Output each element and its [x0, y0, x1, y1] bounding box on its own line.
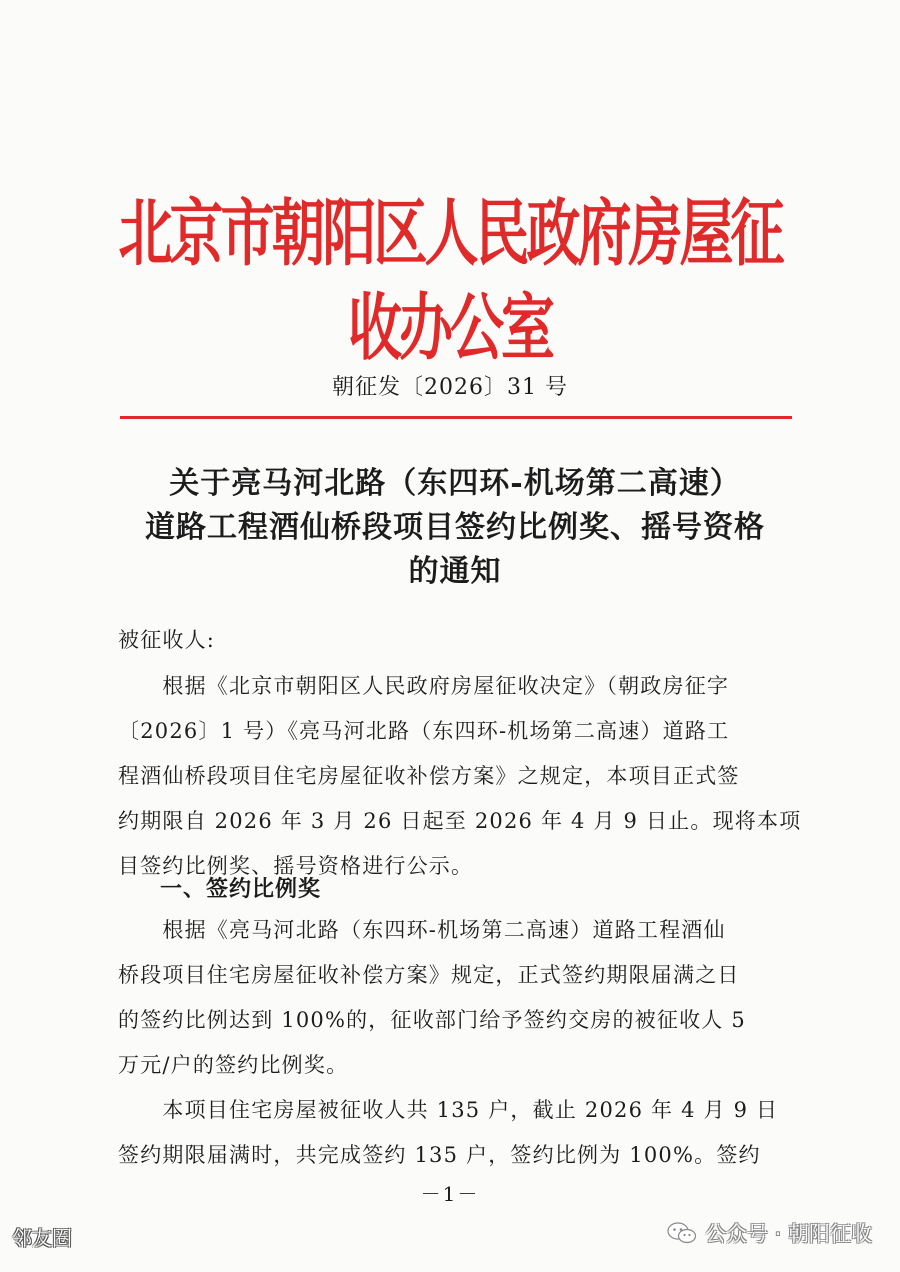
- paragraph-line: 万元/户的签约比例奖。: [118, 1053, 349, 1077]
- paragraph-line: 〔2026〕1 号）《亮马河北路（东四环-机场第二高速）道路工: [118, 719, 730, 743]
- watermark-right: [667, 1218, 872, 1248]
- paragraph-line: 约期限自 2026 年 3 月 26 日起至 2026 年 4 月 9 日止。现将本项: [118, 809, 802, 833]
- paragraph-line: 的签约比例达到 100%的，征收部门给予签约交房的被征收人 5: [118, 1008, 746, 1032]
- paragraph-1: [118, 664, 802, 889]
- watermark-right-text: 公众号 · 朝阳征收: [704, 1222, 872, 1246]
- notice-title-line: 道路工程酒仙桥段项目签约比例奖、摇号资格: [145, 510, 765, 545]
- wechat-icon: [667, 1221, 697, 1245]
- org-title: 北京市朝阳区人民政府房屋征收办公室: [118, 189, 782, 371]
- notice-title: [110, 462, 800, 594]
- doc-number: 朝征发〔2026〕31 号: [332, 375, 568, 400]
- section-heading: 一、签约比例奖: [160, 877, 322, 902]
- notice-title-line: 的通知: [408, 554, 502, 589]
- paragraph-line: 目签约比例奖、摇号资格进行公示。: [118, 854, 474, 878]
- notice-title-line: 关于亮马河北路（东四环-机场第二高速）: [169, 466, 741, 501]
- watermark-left: 邻友圈: [12, 1226, 72, 1250]
- paragraph-line: 根据《亮马河北路（东四环-机场第二高速）道路工程酒仙: [118, 918, 726, 942]
- paragraph-line: 程酒仙桥段项目住宅房屋征收补偿方案》之规定，本项目正式签: [118, 764, 740, 788]
- paragraph-2: [118, 908, 798, 1088]
- paragraph-line: 桥段项目住宅房屋征收补偿方案》规定，正式签约期限届满之日: [118, 963, 740, 987]
- paragraph-line: 根据《北京市朝阳区人民政府房屋征收决定》（朝政房征字: [118, 674, 730, 698]
- salutation-text: 被征收人:: [118, 628, 216, 652]
- paragraph-line: 签约期限届满时，共完成签约 135 户，签约比例为 100%。签约: [118, 1143, 761, 1167]
- paragraph-line: 本项目住宅房屋被征收人共 135 户，截止 2026 年 4 月 9 日: [118, 1098, 779, 1122]
- page-number: －1－: [420, 1182, 480, 1206]
- salutation: [118, 618, 798, 663]
- red-divider: [120, 416, 792, 419]
- paragraph-3: [118, 1088, 798, 1178]
